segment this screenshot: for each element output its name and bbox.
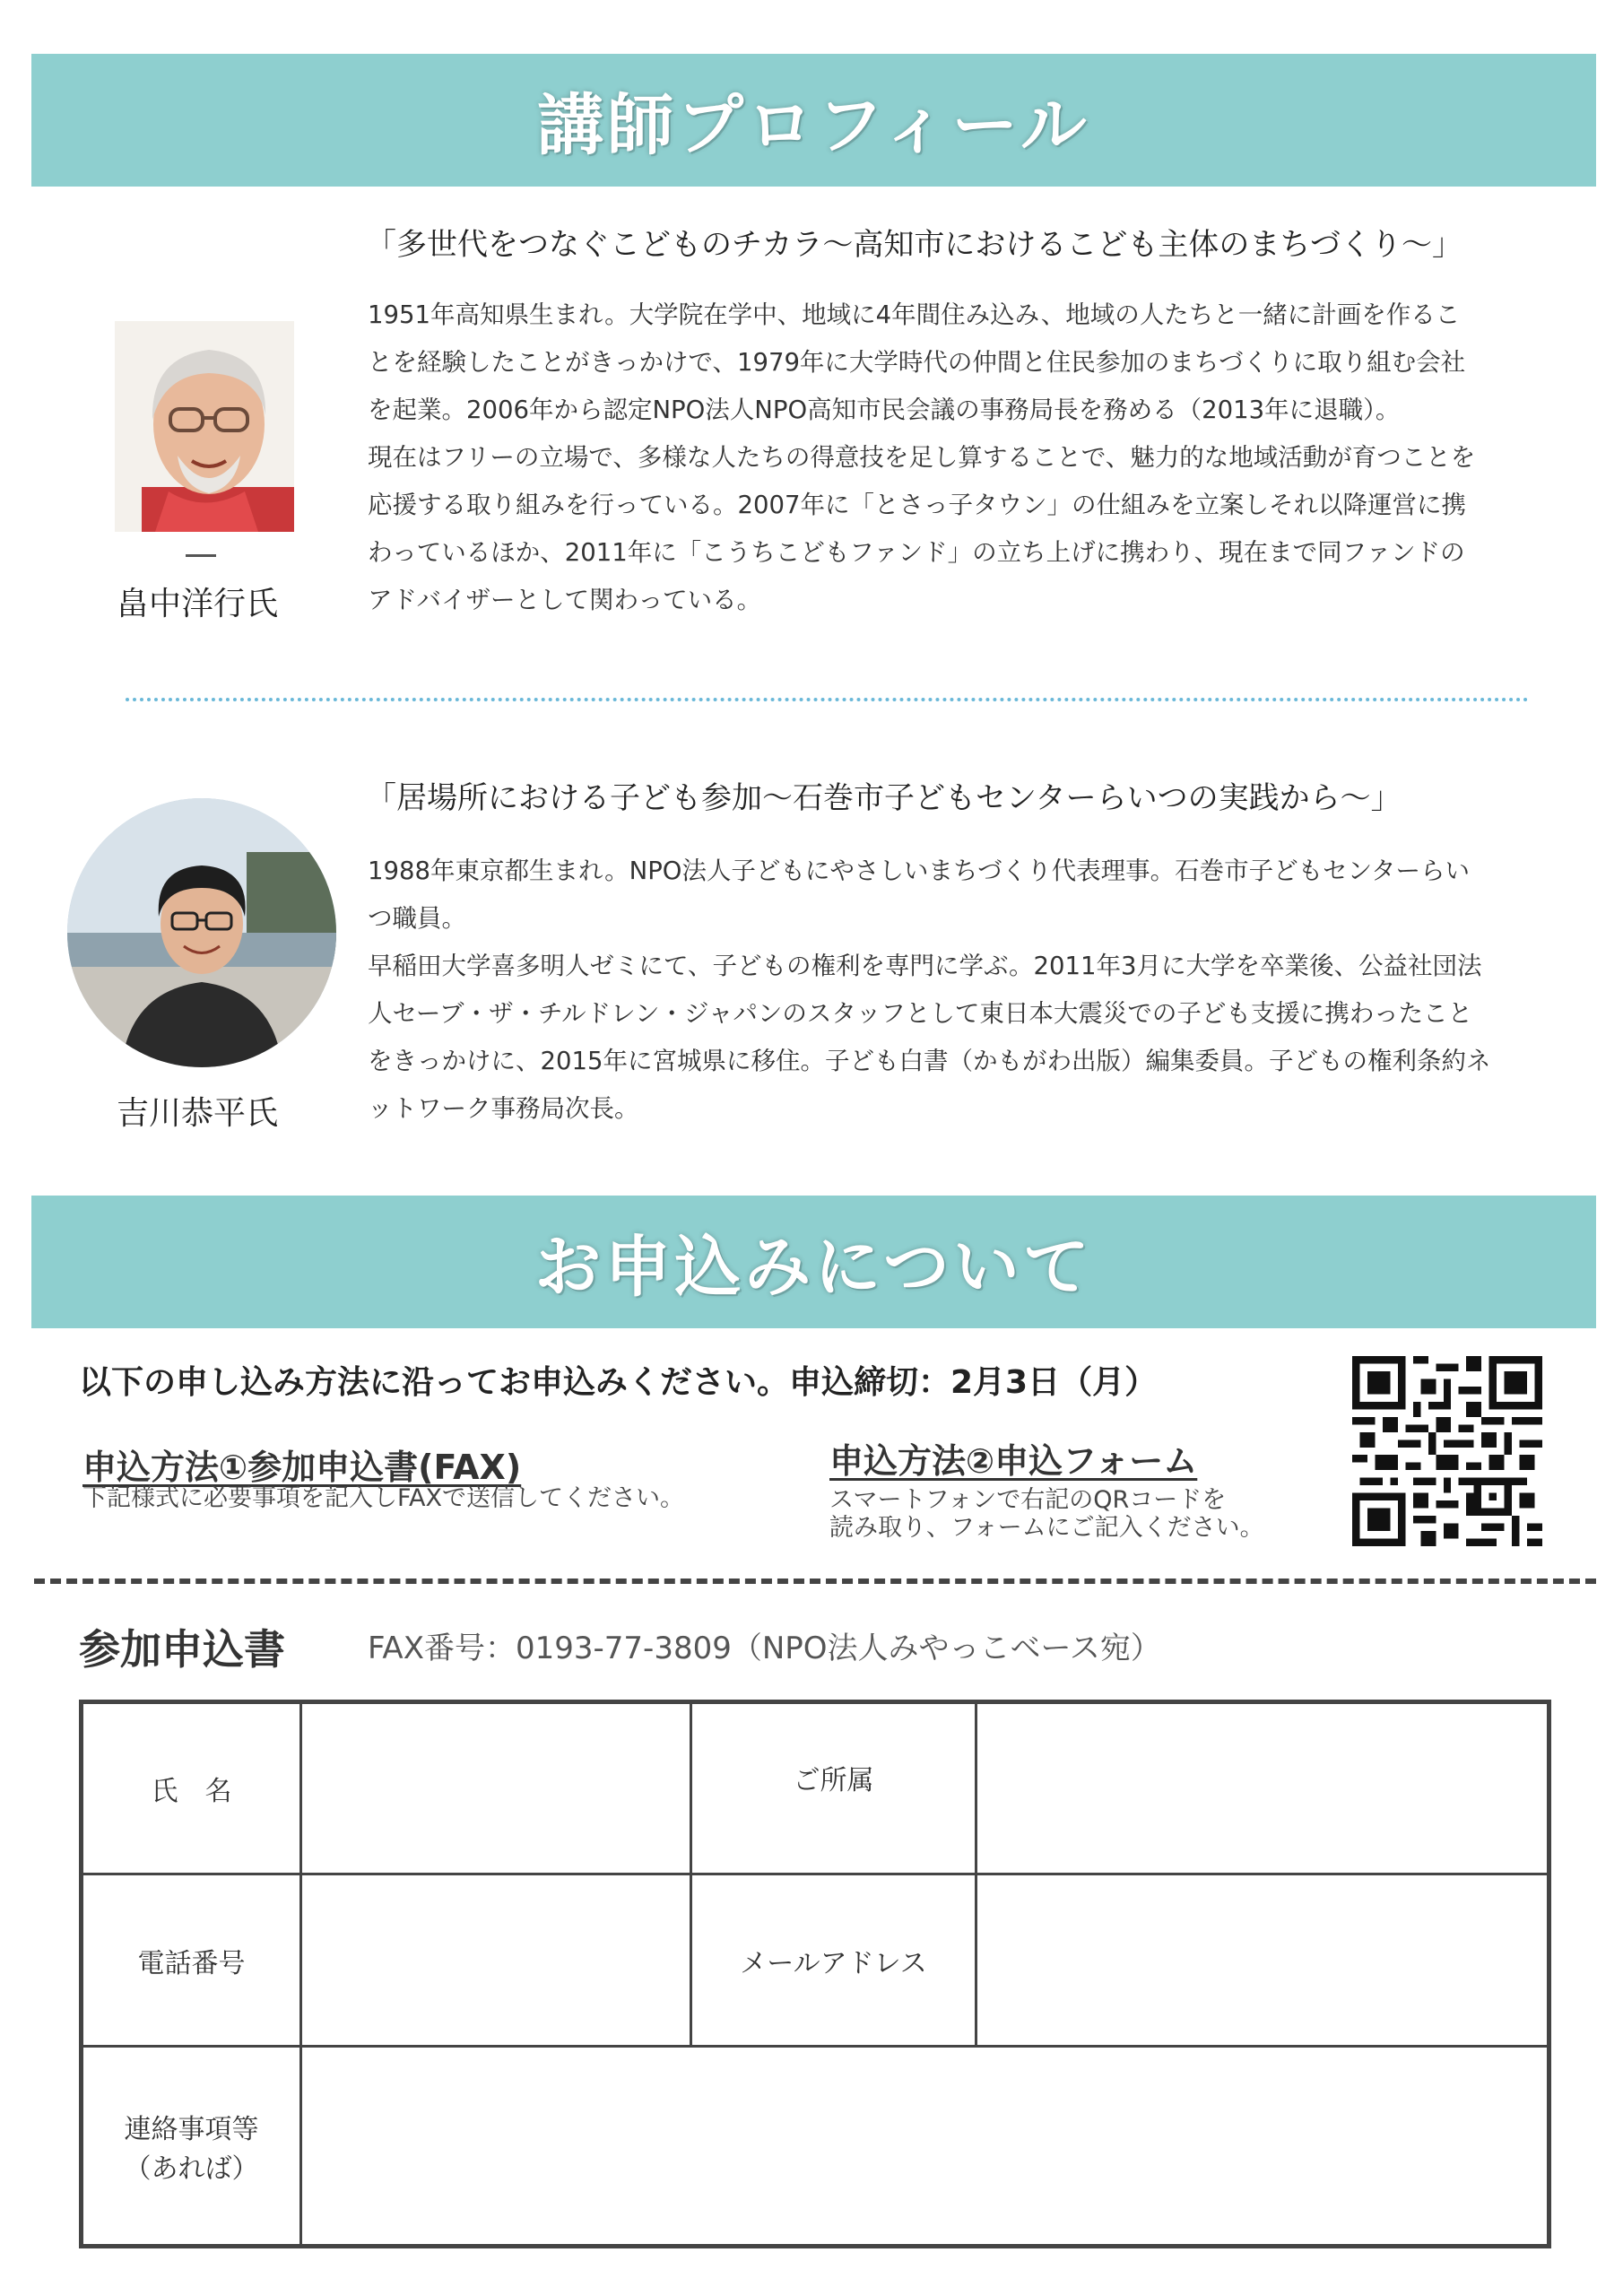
apply-banner-title: お申込みについて <box>534 1229 1093 1306</box>
profile-banner <box>31 54 1596 187</box>
phone-label: 電話番号 <box>82 1874 301 2047</box>
speaker1-talk-title: 「多世代をつなぐこどものチカラ～高知市におけるこども主体のまちづくり～」 <box>366 227 1462 263</box>
photo-caption-dash <box>186 554 216 557</box>
speaker1-bio-line: とを経験したことがきっかけで、1979年に大学時代の仲間と住民参加のまちづくりに取り組む会社 <box>368 348 1466 377</box>
fax-number: FAX番号：0193-77-3809（NPO法人みやっこベース宛） <box>368 1631 1161 1666</box>
affiliation-field[interactable] <box>976 1702 1549 1874</box>
notes-field[interactable] <box>301 2047 1549 2247</box>
speaker2-bio-line: 1988年東京都生まれ。NPO法人子どもにやさしいまちづくり代表理事。石巻市子どもセンターらい <box>368 857 1471 885</box>
application-form <box>79 1700 1551 2248</box>
dashed-cut-line <box>34 1578 1596 1584</box>
table-row <box>82 1874 1549 2047</box>
email-field[interactable] <box>976 1874 1549 2047</box>
email-label: メールアドレス <box>691 1874 976 2047</box>
speaker2-bio <box>368 848 1569 1133</box>
speaker2-bio-line: 早稲田大学喜多明人ゼミにて、子どもの権利を専門に学ぶ。2011年3月に大学を卒業後、公益社団法 <box>368 952 1482 980</box>
speaker1-bio <box>368 291 1569 624</box>
method2-heading: 申込方法②申込フォーム <box>829 1441 1198 1481</box>
notes-label-line2: （あれば） <box>124 2152 259 2185</box>
apply-banner <box>31 1196 1596 1328</box>
profile-banner-title: 講師プロフィール <box>537 87 1090 164</box>
speaker1-bio-line: 応援する取り組みを行っている。2007年に「とさっ子タウン」の仕組みを立案しそれ以降運営に携 <box>368 491 1466 519</box>
speaker1-bio-line: を起業。2006年から認定NPO法人NPO高知市民会議の事務局長を務める（2013年に退職）。 <box>368 396 1401 424</box>
method1-text: 下記様式に必要事項を記入しFAXで送信してください。 <box>82 1484 685 1512</box>
name-label: 氏 名 <box>82 1702 301 1874</box>
speaker1-bio-line: 1951年高知県生まれ。大学院在学中、地域に4年間住み込み、地域の人たちと一緒に計画を作るこ <box>368 300 1461 329</box>
notes-label <box>82 2047 301 2247</box>
method1-heading: 申込方法①参加申込書(FAX) <box>82 1448 522 1487</box>
speaker1-name: 畠中洋行氏 <box>117 586 279 622</box>
name-field[interactable] <box>301 1702 691 1874</box>
speaker2-photo <box>67 798 336 1067</box>
notes-label-line1: 連絡事項等 <box>124 2113 259 2145</box>
method2-text <box>829 1486 1264 1542</box>
speaker2-bio-line: 人セーブ・ザ・チルドレン・ジャパンのスタッフとして東日本大震災での子ども支援に携わったこと <box>368 999 1473 1028</box>
phone-field[interactable] <box>301 1874 691 2047</box>
table-row <box>82 2047 1549 2247</box>
apply-instruction: 以下の申し込み方法に沿ってお申込みください。申込締切：2月3日（月） <box>79 1364 1158 1401</box>
speaker2-name: 吉川恭平氏 <box>117 1095 279 1132</box>
speaker1-bio-line: 現在はフリーの立場で、多様な人たちの得意技を足し算することで、魅力的な地域活動が育つことを <box>368 443 1476 472</box>
speaker2-bio-line: ットワーク事務局次長。 <box>368 1094 639 1123</box>
dotted-divider <box>126 698 1529 701</box>
qr-code-icon[interactable] <box>1352 1356 1542 1546</box>
speaker2-talk-title: 「居場所における子ども参加～石巻市子どもセンターらいつの実践から～」 <box>366 780 1402 816</box>
table-row <box>82 1702 1549 1874</box>
speaker2-bio-line: をきっかけに、2015年に宮城県に移住。子ども白書（かもがわ出版）編集委員。子どもの権利条約ネ <box>368 1047 1491 1075</box>
method2-text-line: スマートフォンで右記のQRコードを <box>829 1486 1227 1514</box>
speaker2-bio-line: つ職員。 <box>368 904 466 933</box>
form-title: 参加申込書 <box>79 1625 285 1674</box>
speaker1-bio-line: アドバイザーとして関わっている。 <box>368 586 762 614</box>
affiliation-label: ご所属 <box>691 1702 976 1874</box>
speaker1-bio-line: わっているほか、2011年に「こうちこどもファンド」の立ち上げに携わり、現在まで同ファンドの <box>368 538 1465 567</box>
speaker1-photo <box>115 321 294 532</box>
method2-text-line: 読み取り、フォームにご記入ください。 <box>829 1514 1264 1542</box>
